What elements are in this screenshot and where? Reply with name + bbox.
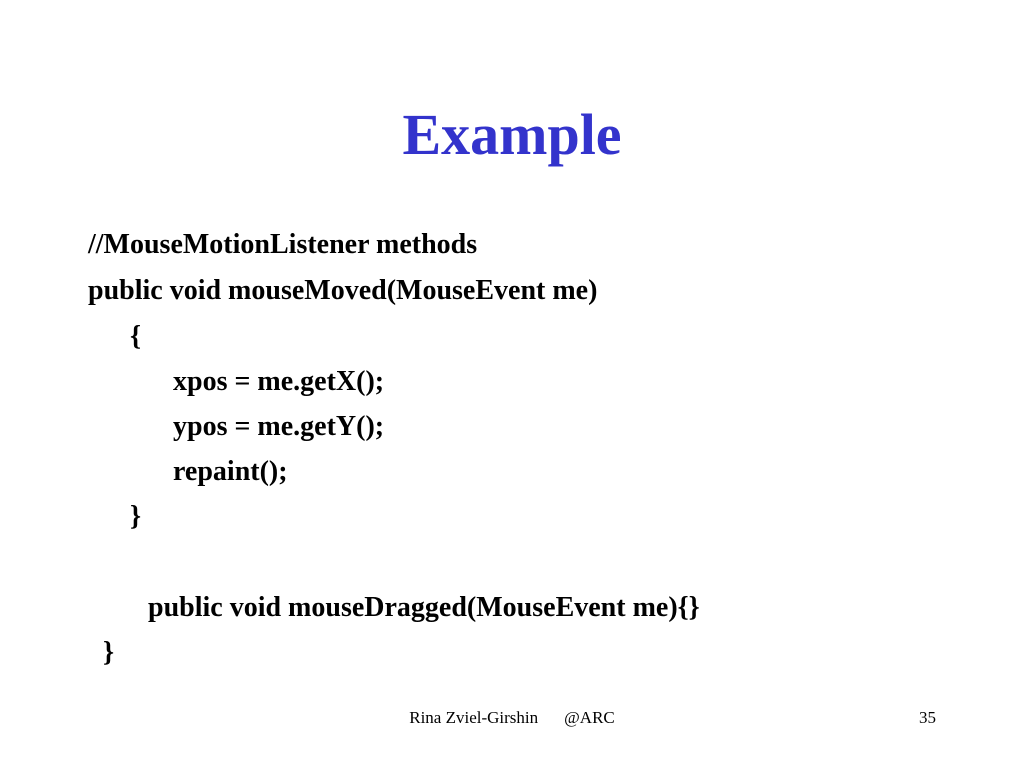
code-xpos-line: xpos = me.getX(); bbox=[173, 366, 385, 397]
footer-org: @ARC bbox=[564, 708, 615, 727]
footer-author: Rina Zviel-Girshin bbox=[409, 708, 539, 727]
code-open-brace: { bbox=[130, 321, 142, 352]
code-repaint-line: repaint(); bbox=[173, 456, 288, 487]
code-ypos-line: ypos = me.getY(); bbox=[173, 411, 385, 442]
footer-credit bbox=[0, 707, 1024, 729]
slide-title: Example bbox=[402, 102, 622, 167]
code-method-signature-moved: public void mouseMoved(MouseEvent me) bbox=[88, 275, 598, 306]
code-method-signature-dragged: public void mouseDragged(MouseEvent me){} bbox=[148, 592, 700, 623]
page-number: 35 bbox=[919, 708, 936, 727]
code-comment-line: //MouseMotionListener methods bbox=[88, 229, 478, 260]
code-close-brace: } bbox=[130, 501, 142, 532]
code-class-close-brace: } bbox=[103, 637, 115, 668]
